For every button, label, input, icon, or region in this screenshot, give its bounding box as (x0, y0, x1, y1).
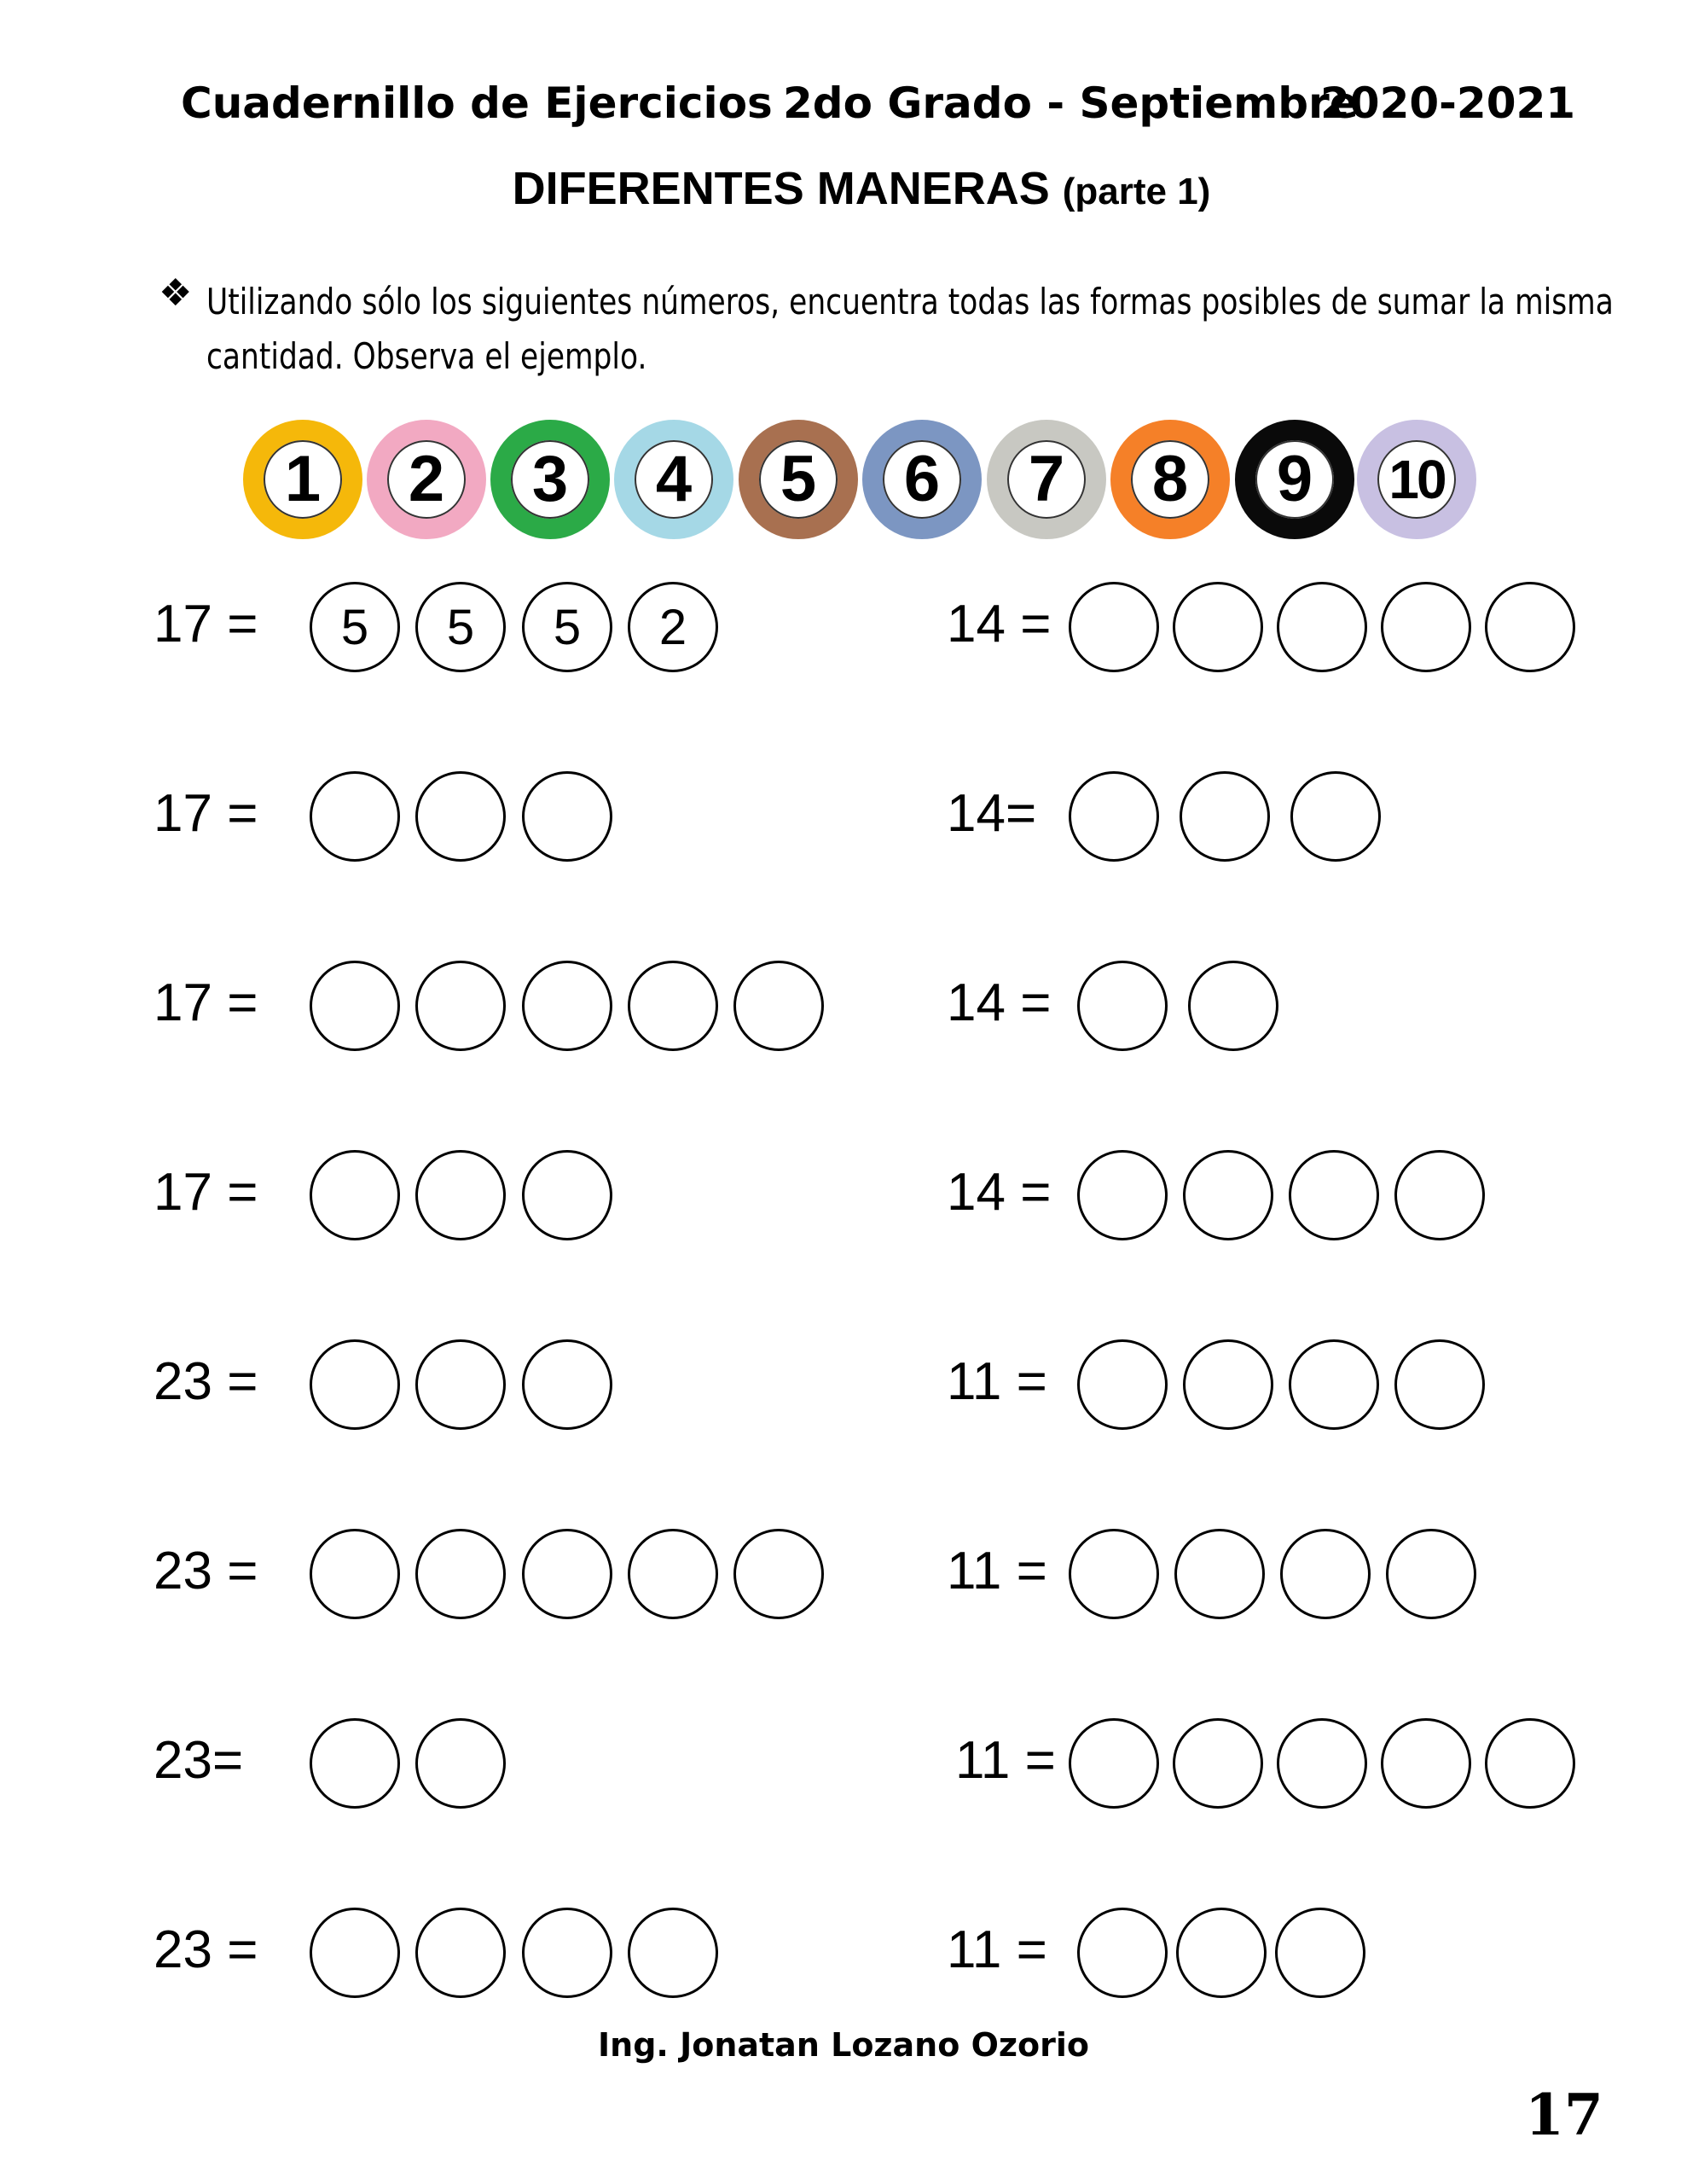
number-ball-label: 4 (635, 440, 713, 519)
number-ball-label: 9 (1255, 440, 1334, 519)
right-row-1-answer-circle[interactable] (1485, 582, 1575, 672)
left-row-6-answer-circle[interactable] (415, 1529, 506, 1619)
right-row-4-label: 14 = (947, 1163, 1052, 1222)
right-row-1-label: 14 = (947, 595, 1052, 653)
right-row-6-answer-circle[interactable] (1280, 1529, 1371, 1619)
right-row-1-answer-circle[interactable] (1277, 582, 1367, 672)
number-ball-9 (1235, 420, 1354, 539)
right-row-6-label: 11 = (947, 1542, 1047, 1600)
left-row-1-answer-circle[interactable]: 5 (415, 582, 506, 672)
right-row-4-answer-circle[interactable] (1394, 1150, 1485, 1240)
number-ball-3 (490, 420, 610, 539)
right-row-5-answer-circle[interactable] (1077, 1339, 1168, 1430)
left-row-1-label: 17 = (154, 595, 258, 653)
right-row-2-answer-circle[interactable] (1290, 771, 1381, 862)
left-row-6-label: 23 = (154, 1542, 258, 1600)
number-ball-label: 3 (511, 440, 589, 519)
number-ball-label: 1 (264, 440, 342, 519)
left-row-8-label: 23 = (154, 1920, 258, 1979)
right-row-6-answer-circle[interactable] (1386, 1529, 1476, 1619)
right-row-1-answer-circle[interactable] (1069, 582, 1159, 672)
right-row-1-answer-circle[interactable] (1381, 582, 1471, 672)
right-row-8-answer-circle[interactable] (1077, 1908, 1168, 1998)
right-row-4-answer-circle[interactable] (1183, 1150, 1273, 1240)
number-ball-10 (1357, 420, 1476, 539)
left-row-1-answer-circle[interactable]: 5 (310, 582, 400, 672)
right-row-2-answer-circle[interactable] (1180, 771, 1270, 862)
right-row-1-answer-circle[interactable] (1173, 582, 1263, 672)
right-row-6-answer-circle[interactable] (1174, 1529, 1265, 1619)
left-row-6-answer-circle[interactable] (310, 1529, 400, 1619)
left-row-8-answer-circle[interactable] (628, 1908, 718, 1998)
left-row-2-answer-circle[interactable] (310, 771, 400, 862)
left-row-4-answer-circle[interactable] (310, 1150, 400, 1240)
page-title (0, 162, 1687, 215)
left-row-3-answer-circle[interactable] (733, 961, 824, 1051)
left-row-5-answer-circle[interactable] (310, 1339, 400, 1430)
left-row-8-answer-circle[interactable] (310, 1908, 400, 1998)
number-ball-label: 8 (1131, 440, 1209, 519)
right-row-3-answer-circle[interactable] (1077, 961, 1168, 1051)
left-row-3-answer-circle[interactable] (628, 961, 718, 1051)
page-title-sub: (parte 1) (1062, 171, 1211, 212)
right-row-2-answer-circle[interactable] (1069, 771, 1159, 862)
right-row-4-answer-circle[interactable] (1077, 1150, 1168, 1240)
header-workbook-title: Cuadernillo de Ejercicios (181, 78, 773, 128)
number-ball-6 (862, 420, 982, 539)
right-row-7-answer-circle[interactable] (1277, 1718, 1367, 1809)
instruction-text: Utilizando sólo los siguientes números, encuentra todas las formas posibles de sumar la misma cantidad. Observa el ejemplo. (206, 281, 1614, 377)
header-grade-month: 2do Grado - Septiembre (783, 78, 1359, 128)
number-ball-label: 5 (759, 440, 838, 519)
right-row-8-answer-circle[interactable] (1275, 1908, 1365, 1998)
right-row-5-answer-circle[interactable] (1183, 1339, 1273, 1430)
left-row-2-answer-circle[interactable] (522, 771, 612, 862)
right-row-7-answer-circle[interactable] (1173, 1718, 1263, 1809)
right-row-5-answer-circle[interactable] (1289, 1339, 1379, 1430)
right-row-7-answer-circle[interactable] (1485, 1718, 1575, 1809)
right-row-3-label: 14 = (947, 973, 1052, 1032)
number-ball-8 (1110, 420, 1230, 539)
left-row-8-answer-circle[interactable] (415, 1908, 506, 1998)
left-row-4-label: 17 = (154, 1163, 258, 1222)
left-row-1-answer-circle[interactable]: 2 (628, 582, 718, 672)
left-row-6-answer-circle[interactable] (522, 1529, 612, 1619)
number-ball-4 (614, 420, 733, 539)
left-row-6-answer-circle[interactable] (733, 1529, 824, 1619)
right-row-4-answer-circle[interactable] (1289, 1150, 1379, 1240)
right-row-8-answer-circle[interactable] (1176, 1908, 1267, 1998)
left-row-7-answer-circle[interactable] (415, 1718, 506, 1809)
right-row-7-answer-circle[interactable] (1069, 1718, 1159, 1809)
left-row-5-answer-circle[interactable] (415, 1339, 506, 1430)
number-ball-2 (367, 420, 486, 539)
right-row-8-label: 11 = (947, 1920, 1047, 1979)
left-row-7-answer-circle[interactable] (310, 1718, 400, 1809)
left-row-4-answer-circle[interactable] (415, 1150, 506, 1240)
left-row-3-label: 17 = (154, 973, 258, 1032)
left-row-4-answer-circle[interactable] (522, 1150, 612, 1240)
left-row-5-label: 23 = (154, 1352, 258, 1411)
left-row-7-label: 23= (154, 1731, 244, 1790)
left-row-6-answer-circle[interactable] (628, 1529, 718, 1619)
left-row-1-answer-circle[interactable]: 5 (522, 582, 612, 672)
number-ball-label: 10 (1377, 440, 1456, 519)
left-row-3-answer-circle[interactable] (522, 961, 612, 1051)
right-row-5-label: 11 = (947, 1352, 1047, 1411)
left-row-2-answer-circle[interactable] (415, 771, 506, 862)
number-ball-label: 2 (387, 440, 466, 519)
number-ball-label: 7 (1007, 440, 1086, 519)
right-row-6-answer-circle[interactable] (1069, 1529, 1159, 1619)
number-ball-7 (987, 420, 1106, 539)
page-title-main: DIFERENTES MANERAS (512, 163, 1050, 214)
right-row-3-answer-circle[interactable] (1188, 961, 1278, 1051)
right-row-7-label: 11 = (955, 1731, 1056, 1790)
left-row-2-label: 17 = (154, 784, 258, 843)
right-row-7-answer-circle[interactable] (1381, 1718, 1471, 1809)
four-diamond-bullet-icon: ❖ (159, 272, 193, 314)
left-row-3-answer-circle[interactable] (415, 961, 506, 1051)
left-row-5-answer-circle[interactable] (522, 1339, 612, 1430)
header-school-year: 2020-2021 (1320, 78, 1576, 128)
left-row-8-answer-circle[interactable] (522, 1908, 612, 1998)
number-ball-5 (739, 420, 858, 539)
number-ball-1 (243, 420, 362, 539)
right-row-2-label: 14= (947, 784, 1037, 843)
left-row-3-answer-circle[interactable] (310, 961, 400, 1051)
number-ball-label: 6 (883, 440, 961, 519)
author-credit: Ing. Jonatan Lozano Ozorio (598, 2026, 1089, 2064)
right-row-5-answer-circle[interactable] (1394, 1339, 1485, 1430)
page-number: 17 (1525, 2082, 1603, 2148)
